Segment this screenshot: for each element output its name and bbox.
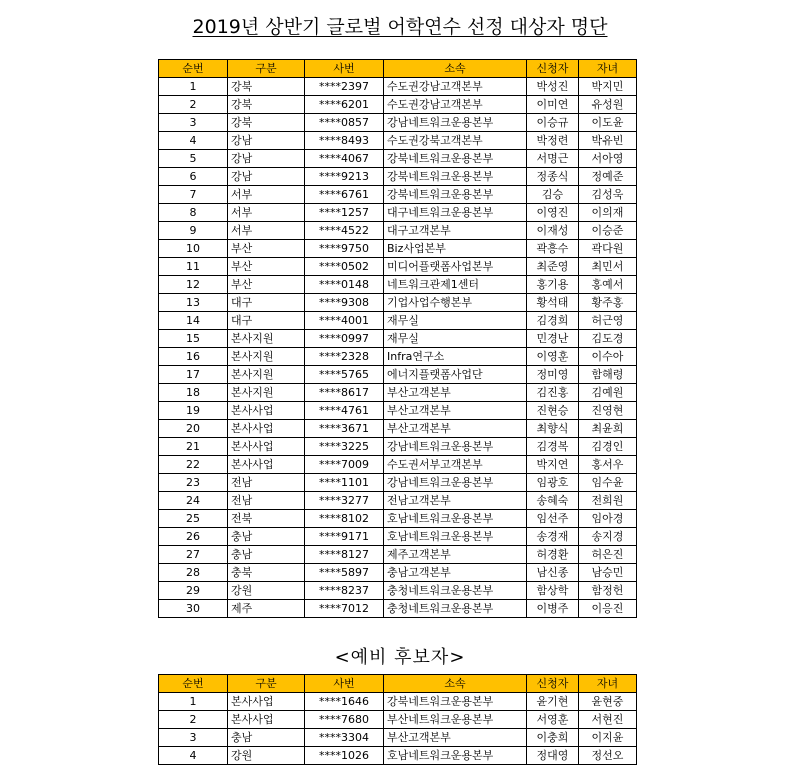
cell-department: 강남네트워크운용본부 bbox=[384, 474, 527, 492]
cell-employee-id: ****9213 bbox=[305, 168, 384, 186]
cell-seq: 12 bbox=[159, 276, 228, 294]
cell-employee-id: ****7009 bbox=[305, 456, 384, 474]
cell-department: 충남고객본부 bbox=[384, 564, 527, 582]
cell-applicant: 곽흥수 bbox=[527, 240, 579, 258]
cell-child: 송지경 bbox=[579, 528, 637, 546]
cell-seq: 27 bbox=[159, 546, 228, 564]
cell-applicant: 홍기용 bbox=[527, 276, 579, 294]
cell-department: 수도권강남고객본부 bbox=[384, 96, 527, 114]
table-row bbox=[159, 114, 637, 132]
cell-seq: 15 bbox=[159, 330, 228, 348]
cell-division: 강북 bbox=[228, 96, 305, 114]
cell-seq: 10 bbox=[159, 240, 228, 258]
cell-child: 박유빈 bbox=[579, 132, 637, 150]
cell-applicant: 민경난 bbox=[527, 330, 579, 348]
cell-department: 대구네트워크운용본부 bbox=[384, 204, 527, 222]
cell-applicant: 김진홍 bbox=[527, 384, 579, 402]
cell-division: 대구 bbox=[228, 294, 305, 312]
table-row bbox=[159, 348, 637, 366]
cell-employee-id: ****3671 bbox=[305, 420, 384, 438]
table-row bbox=[159, 96, 637, 114]
cell-division: 강북 bbox=[228, 114, 305, 132]
cell-department: 강남네트워크운용본부 bbox=[384, 438, 527, 456]
cell-department: 부산고객본부 bbox=[384, 384, 527, 402]
cell-division: 부산 bbox=[228, 276, 305, 294]
cell-employee-id: ****8102 bbox=[305, 510, 384, 528]
cell-employee-id: ****8127 bbox=[305, 546, 384, 564]
cell-child: 곽다원 bbox=[579, 240, 637, 258]
cell-department: 충청네트워크운용본부 bbox=[384, 582, 527, 600]
cell-applicant: 이승규 bbox=[527, 114, 579, 132]
cell-department: 부산고객본부 bbox=[384, 729, 527, 747]
cell-applicant: 허경환 bbox=[527, 546, 579, 564]
cell-employee-id: ****9308 bbox=[305, 294, 384, 312]
cell-employee-id: ****9750 bbox=[305, 240, 384, 258]
main-table-body bbox=[159, 78, 637, 618]
cell-employee-id: ****5765 bbox=[305, 366, 384, 384]
cell-applicant: 박지연 bbox=[527, 456, 579, 474]
cell-applicant: 이재성 bbox=[527, 222, 579, 240]
cell-employee-id: ****3225 bbox=[305, 438, 384, 456]
cell-department: 수도권강북고객본부 bbox=[384, 132, 527, 150]
table-row bbox=[159, 729, 637, 747]
table-row bbox=[159, 186, 637, 204]
cell-division: 전남 bbox=[228, 492, 305, 510]
cell-division: 본사사업 bbox=[228, 402, 305, 420]
cell-child: 김성욱 bbox=[579, 186, 637, 204]
cell-employee-id: ****4001 bbox=[305, 312, 384, 330]
cell-seq: 2 bbox=[159, 711, 228, 729]
cell-seq: 17 bbox=[159, 366, 228, 384]
cell-seq: 21 bbox=[159, 438, 228, 456]
cell-child: 이수아 bbox=[579, 348, 637, 366]
cell-employee-id: ****4067 bbox=[305, 150, 384, 168]
cell-division: 서부 bbox=[228, 186, 305, 204]
cell-applicant: 김경복 bbox=[527, 438, 579, 456]
cell-applicant: 이미연 bbox=[527, 96, 579, 114]
table-row bbox=[159, 240, 637, 258]
reserve-table-body bbox=[159, 693, 637, 765]
cell-applicant: 박정련 bbox=[527, 132, 579, 150]
cell-department: 재무실 bbox=[384, 312, 527, 330]
cell-child: 함정헌 bbox=[579, 582, 637, 600]
cell-child: 홍예서 bbox=[579, 276, 637, 294]
table-row bbox=[159, 420, 637, 438]
cell-department: 미디어플랫폼사업본부 bbox=[384, 258, 527, 276]
cell-child: 최민서 bbox=[579, 258, 637, 276]
cell-department: 강북네트워크운용본부 bbox=[384, 693, 527, 711]
cell-applicant: 최향식 bbox=[527, 420, 579, 438]
cell-child: 남승민 bbox=[579, 564, 637, 582]
cell-child: 서현진 bbox=[579, 711, 637, 729]
cell-employee-id: ****1101 bbox=[305, 474, 384, 492]
cell-child: 박지민 bbox=[579, 78, 637, 96]
cell-child: 진영현 bbox=[579, 402, 637, 420]
column-header-applicant: 신청자 bbox=[527, 60, 579, 78]
cell-division: 강원 bbox=[228, 582, 305, 600]
cell-seq: 20 bbox=[159, 420, 228, 438]
cell-seq: 7 bbox=[159, 186, 228, 204]
cell-department: 강남네트워크운용본부 bbox=[384, 114, 527, 132]
cell-child: 임수윤 bbox=[579, 474, 637, 492]
cell-seq: 2 bbox=[159, 96, 228, 114]
table-row bbox=[159, 78, 637, 96]
table-row bbox=[159, 204, 637, 222]
cell-employee-id: ****4522 bbox=[305, 222, 384, 240]
cell-child: 이지윤 bbox=[579, 729, 637, 747]
cell-division: 본사사업 bbox=[228, 693, 305, 711]
cell-division: 전남 bbox=[228, 474, 305, 492]
cell-division: 본사사업 bbox=[228, 420, 305, 438]
table-row bbox=[159, 366, 637, 384]
column-header-child: 자녀 bbox=[579, 60, 637, 78]
cell-child: 이의재 bbox=[579, 204, 637, 222]
cell-division: 충남 bbox=[228, 546, 305, 564]
table-row bbox=[159, 438, 637, 456]
column-header-child: 자녀 bbox=[579, 675, 637, 693]
cell-department: 부산네트워크운용본부 bbox=[384, 711, 527, 729]
cell-child: 정예준 bbox=[579, 168, 637, 186]
cell-department: 부산고객본부 bbox=[384, 420, 527, 438]
cell-applicant: 남신종 bbox=[527, 564, 579, 582]
cell-employee-id: ****8617 bbox=[305, 384, 384, 402]
column-header-employee-id: 사번 bbox=[305, 675, 384, 693]
cell-department: 수도권서부고객본부 bbox=[384, 456, 527, 474]
cell-seq: 1 bbox=[159, 78, 228, 96]
cell-employee-id: ****7012 bbox=[305, 600, 384, 618]
cell-department: 재무실 bbox=[384, 330, 527, 348]
cell-division: 강원 bbox=[228, 747, 305, 765]
cell-department: 강북네트워크운용본부 bbox=[384, 150, 527, 168]
cell-applicant: 임광호 bbox=[527, 474, 579, 492]
cell-child: 홍서우 bbox=[579, 456, 637, 474]
cell-division: 서부 bbox=[228, 222, 305, 240]
table-row bbox=[159, 711, 637, 729]
cell-child: 김경인 bbox=[579, 438, 637, 456]
table-row bbox=[159, 546, 637, 564]
table-row bbox=[159, 693, 637, 711]
cell-division: 본사사업 bbox=[228, 456, 305, 474]
cell-department: Biz사업본부 bbox=[384, 240, 527, 258]
cell-employee-id: ****6201 bbox=[305, 96, 384, 114]
cell-applicant: 이충희 bbox=[527, 729, 579, 747]
cell-child: 윤현중 bbox=[579, 693, 637, 711]
table-row bbox=[159, 132, 637, 150]
cell-division: 본사지원 bbox=[228, 384, 305, 402]
cell-department: 강북네트워크운용본부 bbox=[384, 168, 527, 186]
cell-employee-id: ****2397 bbox=[305, 78, 384, 96]
cell-division: 부산 bbox=[228, 240, 305, 258]
cell-department: 호남네트워크운용본부 bbox=[384, 510, 527, 528]
cell-applicant: 송혜숙 bbox=[527, 492, 579, 510]
cell-department: 수도권강남고객본부 bbox=[384, 78, 527, 96]
cell-child: 허은진 bbox=[579, 546, 637, 564]
table-row bbox=[159, 492, 637, 510]
cell-division: 본사지원 bbox=[228, 348, 305, 366]
cell-applicant: 임선주 bbox=[527, 510, 579, 528]
page-title bbox=[0, 14, 800, 40]
cell-applicant: 진현승 bbox=[527, 402, 579, 420]
column-header-seq: 순번 bbox=[159, 675, 228, 693]
column-header-applicant: 신청자 bbox=[527, 675, 579, 693]
cell-seq: 6 bbox=[159, 168, 228, 186]
cell-division: 부산 bbox=[228, 258, 305, 276]
cell-applicant: 함상학 bbox=[527, 582, 579, 600]
cell-division: 강남 bbox=[228, 132, 305, 150]
cell-employee-id: ****9171 bbox=[305, 528, 384, 546]
table-row bbox=[159, 600, 637, 618]
cell-seq: 5 bbox=[159, 150, 228, 168]
table-row bbox=[159, 168, 637, 186]
table-row bbox=[159, 222, 637, 240]
cell-seq: 13 bbox=[159, 294, 228, 312]
cell-child: 유성원 bbox=[579, 96, 637, 114]
cell-seq: 22 bbox=[159, 456, 228, 474]
cell-child: 함해령 bbox=[579, 366, 637, 384]
table-row bbox=[159, 258, 637, 276]
cell-applicant: 서명근 bbox=[527, 150, 579, 168]
cell-applicant: 박성진 bbox=[527, 78, 579, 96]
table-row bbox=[159, 474, 637, 492]
table-row bbox=[159, 564, 637, 582]
table-row bbox=[159, 276, 637, 294]
table-row bbox=[159, 510, 637, 528]
table-header-row bbox=[159, 60, 637, 78]
cell-child: 이승준 bbox=[579, 222, 637, 240]
column-header-employee-id: 사번 bbox=[305, 60, 384, 78]
cell-department: 부산고객본부 bbox=[384, 402, 527, 420]
cell-seq: 25 bbox=[159, 510, 228, 528]
table-row bbox=[159, 582, 637, 600]
cell-employee-id: ****8237 bbox=[305, 582, 384, 600]
cell-applicant: 정종식 bbox=[527, 168, 579, 186]
cell-child: 전희원 bbox=[579, 492, 637, 510]
cell-department: 충청네트워크운용본부 bbox=[384, 600, 527, 618]
cell-employee-id: ****0148 bbox=[305, 276, 384, 294]
cell-applicant: 윤기현 bbox=[527, 693, 579, 711]
selected-candidates-table bbox=[158, 59, 637, 618]
cell-seq: 18 bbox=[159, 384, 228, 402]
cell-seq: 19 bbox=[159, 402, 228, 420]
cell-employee-id: ****0997 bbox=[305, 330, 384, 348]
cell-applicant: 이영훈 bbox=[527, 348, 579, 366]
cell-division: 충남 bbox=[228, 528, 305, 546]
cell-division: 강남 bbox=[228, 150, 305, 168]
cell-division: 전북 bbox=[228, 510, 305, 528]
column-header-seq: 순번 bbox=[159, 60, 228, 78]
cell-seq: 11 bbox=[159, 258, 228, 276]
cell-employee-id: ****0857 bbox=[305, 114, 384, 132]
cell-employee-id: ****4761 bbox=[305, 402, 384, 420]
cell-employee-id: ****0502 bbox=[305, 258, 384, 276]
cell-division: 강북 bbox=[228, 78, 305, 96]
cell-employee-id: ****8493 bbox=[305, 132, 384, 150]
cell-child: 황주홍 bbox=[579, 294, 637, 312]
cell-division: 강남 bbox=[228, 168, 305, 186]
cell-department: 호남네트워크운용본부 bbox=[384, 747, 527, 765]
cell-employee-id: ****6761 bbox=[305, 186, 384, 204]
cell-applicant: 서영훈 bbox=[527, 711, 579, 729]
cell-child: 최윤희 bbox=[579, 420, 637, 438]
cell-department: Infra연구소 bbox=[384, 348, 527, 366]
column-header-department: 소속 bbox=[384, 675, 527, 693]
cell-employee-id: ****7680 bbox=[305, 711, 384, 729]
cell-applicant: 최준영 bbox=[527, 258, 579, 276]
cell-seq: 14 bbox=[159, 312, 228, 330]
cell-division: 본사지원 bbox=[228, 366, 305, 384]
cell-applicant: 김승 bbox=[527, 186, 579, 204]
cell-seq: 1 bbox=[159, 693, 228, 711]
cell-division: 본사사업 bbox=[228, 438, 305, 456]
cell-seq: 4 bbox=[159, 747, 228, 765]
page-title-text: 2019년 상반기 글로벌 어학연수 선정 대상자 명단 bbox=[192, 16, 608, 38]
cell-employee-id: ****1646 bbox=[305, 693, 384, 711]
cell-department: 제주고객본부 bbox=[384, 546, 527, 564]
column-header-division: 구분 bbox=[228, 60, 305, 78]
table-header-row bbox=[159, 675, 637, 693]
cell-department: 에너지플랫폼사업단 bbox=[384, 366, 527, 384]
cell-division: 대구 bbox=[228, 312, 305, 330]
cell-seq: 16 bbox=[159, 348, 228, 366]
cell-applicant: 정대영 bbox=[527, 747, 579, 765]
cell-child: 허근영 bbox=[579, 312, 637, 330]
cell-applicant: 이병주 bbox=[527, 600, 579, 618]
cell-employee-id: ****2328 bbox=[305, 348, 384, 366]
cell-employee-id: ****3304 bbox=[305, 729, 384, 747]
cell-child: 김도경 bbox=[579, 330, 637, 348]
cell-department: 기업사업수행본부 bbox=[384, 294, 527, 312]
cell-applicant: 정미영 bbox=[527, 366, 579, 384]
table-row bbox=[159, 456, 637, 474]
cell-child: 이응진 bbox=[579, 600, 637, 618]
cell-seq: 9 bbox=[159, 222, 228, 240]
cell-seq: 29 bbox=[159, 582, 228, 600]
column-header-division: 구분 bbox=[228, 675, 305, 693]
cell-division: 본사지원 bbox=[228, 330, 305, 348]
reserve-section-title: <예비 후보자> bbox=[334, 647, 466, 668]
cell-department: 호남네트워크운용본부 bbox=[384, 528, 527, 546]
cell-department: 전남고객본부 bbox=[384, 492, 527, 510]
cell-seq: 8 bbox=[159, 204, 228, 222]
cell-division: 서부 bbox=[228, 204, 305, 222]
cell-division: 충북 bbox=[228, 564, 305, 582]
table-row bbox=[159, 747, 637, 765]
cell-seq: 4 bbox=[159, 132, 228, 150]
cell-employee-id: ****1257 bbox=[305, 204, 384, 222]
cell-child: 서아영 bbox=[579, 150, 637, 168]
table-row bbox=[159, 384, 637, 402]
cell-department: 대구고객본부 bbox=[384, 222, 527, 240]
table-row bbox=[159, 312, 637, 330]
cell-seq: 26 bbox=[159, 528, 228, 546]
cell-applicant: 황석태 bbox=[527, 294, 579, 312]
cell-seq: 3 bbox=[159, 729, 228, 747]
cell-employee-id: ****1026 bbox=[305, 747, 384, 765]
column-header-department: 소속 bbox=[384, 60, 527, 78]
cell-department: 강북네트워크운용본부 bbox=[384, 186, 527, 204]
cell-applicant: 송경재 bbox=[527, 528, 579, 546]
cell-seq: 24 bbox=[159, 492, 228, 510]
cell-child: 임아경 bbox=[579, 510, 637, 528]
cell-seq: 28 bbox=[159, 564, 228, 582]
cell-child: 김예원 bbox=[579, 384, 637, 402]
cell-division: 충남 bbox=[228, 729, 305, 747]
table-row bbox=[159, 528, 637, 546]
cell-employee-id: ****3277 bbox=[305, 492, 384, 510]
cell-division: 본사사업 bbox=[228, 711, 305, 729]
cell-seq: 23 bbox=[159, 474, 228, 492]
table-row bbox=[159, 402, 637, 420]
reserve-candidates-table bbox=[158, 674, 637, 765]
cell-applicant: 김경희 bbox=[527, 312, 579, 330]
cell-department: 네트워크관제1센터 bbox=[384, 276, 527, 294]
cell-seq: 3 bbox=[159, 114, 228, 132]
cell-applicant: 이영진 bbox=[527, 204, 579, 222]
cell-seq: 30 bbox=[159, 600, 228, 618]
table-row bbox=[159, 330, 637, 348]
table-row bbox=[159, 294, 637, 312]
cell-child: 정선오 bbox=[579, 747, 637, 765]
cell-division: 제주 bbox=[228, 600, 305, 618]
cell-employee-id: ****5897 bbox=[305, 564, 384, 582]
cell-child: 이도윤 bbox=[579, 114, 637, 132]
table-row bbox=[159, 150, 637, 168]
